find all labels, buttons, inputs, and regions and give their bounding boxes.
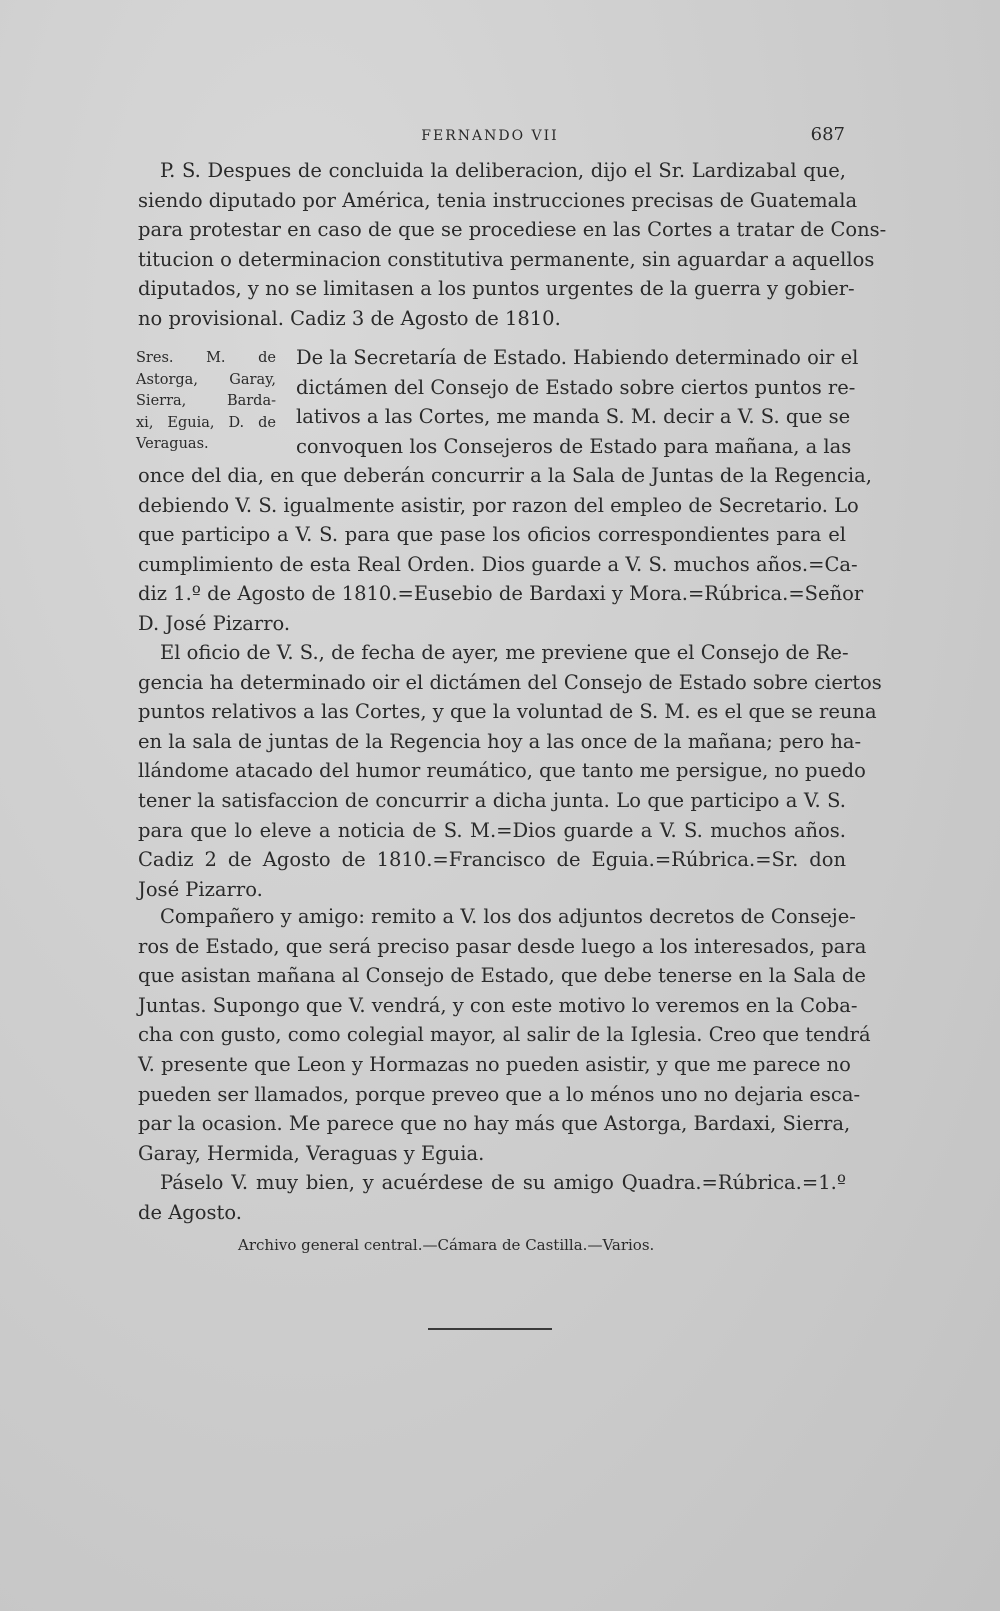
text-line: Juntas. Supongo que V. vendrá, y con este motivo lo veremos en la Coba- — [138, 993, 858, 1017]
text-line: El oficio de V. S., de fecha de ayer, me previene que el Consejo de Re- — [160, 641, 849, 664]
text-line: D. José Pizarro. — [138, 611, 291, 635]
margin-note-line: Sierra, Barda- — [136, 393, 276, 409]
paragraph-postscript — [138, 156, 887, 334]
text-line: diz 1.º de Agosto de 1810.=Eusebio de Bardaxi y Mora.=Rúbrica.=Señor — [138, 582, 864, 606]
text-line: Páselo V. muy bien, y acuérdese de su amigo Quadra.=Rúbrica.=1.º — [160, 1171, 846, 1194]
paragraph-secretaria-rest — [138, 461, 872, 639]
text-line: de Agosto. — [138, 1200, 242, 1224]
text-line: dictámen del Consejo de Estado sobre ciertos puntos re- — [296, 375, 856, 399]
text-line: cha con gusto, como colegial mayor, al salir de la Iglesia. Creo que tendrá — [138, 1023, 871, 1047]
text-line: par la ocasion. Me parece que no hay más que Astorga, Bardaxi, Sierra, — [138, 1112, 851, 1136]
margin-note-recipients — [136, 348, 276, 456]
source-citation: Archivo general central.—Cámara de Castilla.—Varios. — [238, 1236, 655, 1254]
margin-note-line: Astorga, Garay, — [136, 371, 276, 388]
paragraph-quadra-letter — [138, 902, 871, 1168]
text-line: no provisional. Cadiz 3 de Agosto de 1810. — [138, 306, 561, 330]
text-line: para protestar en caso de que se procediese en las Cortes a tratar de Cons- — [138, 218, 887, 242]
margin-note-line: Veraguas. — [136, 436, 209, 452]
text-line: P. S. Despues de concluida la deliberacion, dijo el Sr. Lardizabal que, — [160, 159, 846, 182]
text-line: puntos relativos a las Cortes, y que la voluntad de S. M. es el que se reuna — [138, 700, 877, 724]
text-line: siendo diputado por América, tenia instrucciones precisas de Guatemala — [138, 188, 858, 212]
text-line: llándome atacado del humor reumático, que tanto me persigue, no puedo — [138, 759, 866, 783]
text-line: que participo a V. S. para que pase los oficios correspondientes para el — [138, 523, 846, 547]
text-line: Compañero y amigo: remito a V. los dos adjuntos decretos de Conseje- — [160, 905, 856, 928]
margin-note-line: Sres. M. de — [136, 350, 276, 366]
text-line: Garay, Hermida, Veraguas y Eguia. — [138, 1141, 485, 1165]
paragraph-closing — [138, 1168, 846, 1227]
page-number: 687 — [810, 124, 845, 145]
text-line: lativos a las Cortes, me manda S. M. decir a V. S. que se — [296, 405, 851, 429]
text-line: V. presente que Leon y Hormazas no pueden asistir, y que me parece no — [138, 1052, 851, 1076]
text-line: convoquen los Consejeros de Estado para mañana, a las — [296, 434, 852, 458]
text-line: Cadiz 2 de Agosto de 1810.=Francisco de Eguia.=Rúbrica.=Sr. don — [138, 848, 846, 872]
text-line: diputados, y no se limitasen a los puntos urgentes de la guerra y gobier- — [138, 277, 855, 301]
text-line: cumplimiento de esta Real Orden. Dios guarde a V. S. muchos años.=Ca- — [138, 552, 858, 576]
end-rule — [428, 1328, 552, 1330]
text-line: que asistan mañana al Consejo de Estado, que debe tenerse en la Sala de — [138, 964, 866, 988]
paragraph-eguia-letter — [138, 638, 882, 904]
text-line: pueden ser llamados, porque preveo que a lo ménos uno no dejaria esca- — [138, 1082, 861, 1106]
running-title: FERNANDO VII — [421, 128, 559, 144]
text-line: gencia ha determinado oir el dictámen del Consejo de Estado sobre ciertos — [138, 670, 882, 694]
paragraph-secretaria-start — [296, 343, 859, 461]
text-line: en la sala de juntas de la Regencia hoy a las once de la mañana; pero ha- — [138, 729, 862, 753]
text-line: debiendo V. S. igualmente asistir, por razon del empleo de Secretario. Lo — [138, 493, 859, 517]
text-line: once del dia, en que deberán concurrir a la Sala de Juntas de la Regencia, — [138, 464, 872, 487]
text-line: De la Secretaría de Estado. Habiendo determinado oir el — [296, 346, 859, 369]
text-line: José Pizarro. — [138, 877, 263, 901]
text-line: ros de Estado, que será preciso pasar desde luego a los interesados, para — [138, 934, 867, 958]
page-header — [135, 124, 845, 148]
text-line: para que lo eleve a noticia de S. M.=Dios guarde a V. S. muchos años. — [138, 818, 846, 842]
margin-note-line: xi, Eguia, D. de — [136, 414, 276, 431]
text-line: tener la satisfaccion de concurrir a dicha junta. Lo que participo a V. S. — [138, 788, 846, 812]
text-line: titucion o determinacion constitutiva permanente, sin aguardar a aquellos — [138, 247, 875, 271]
